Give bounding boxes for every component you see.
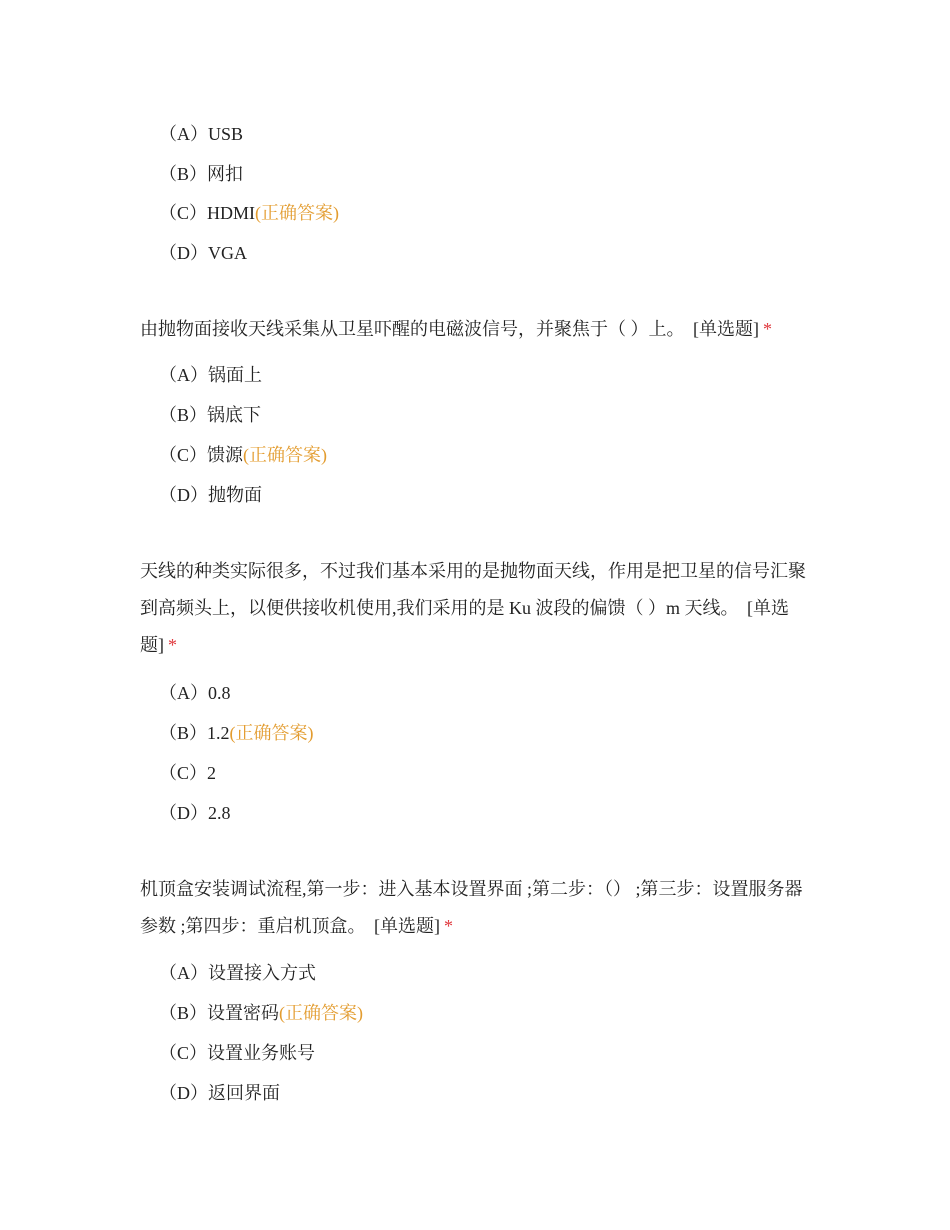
option-letter: （A） (159, 963, 208, 983)
option-letter: （D） (159, 243, 208, 263)
required-mark: * (168, 635, 177, 655)
option-q3-d (159, 802, 231, 824)
correct-answer-label: (正确答案) (243, 445, 328, 465)
correct-answer-label: (正确答案) (279, 1003, 364, 1023)
question-3-stem (140, 553, 815, 664)
option-text: 设置密码 (207, 1003, 280, 1023)
option-letter: （C） (159, 1043, 208, 1063)
required-mark: * (763, 319, 772, 339)
option-letter: （B） (159, 164, 208, 184)
option-text: 设置接入方式 (208, 963, 316, 983)
option-letter: （A） (159, 365, 208, 385)
option-letter: （A） (159, 124, 208, 144)
option-text: 网扣 (207, 164, 244, 184)
option-q3-b (159, 722, 314, 744)
question-text: 由抛物面接收天线采集从卫星吓醒的电磁波信号，并聚焦于（ ）上。 (140, 319, 685, 339)
option-text: 返回界面 (208, 1083, 280, 1103)
option-q3-c (159, 762, 216, 784)
correct-answer-label: (正确答案) (229, 723, 314, 743)
option-letter: （C） (159, 203, 208, 223)
option-text: 设置业务账号 (207, 1043, 316, 1063)
option-text: 2.8 (208, 803, 231, 823)
option-letter: （C） (159, 763, 208, 783)
question-type-tag: [单选题] (693, 319, 759, 339)
option-letter: （B） (159, 723, 208, 743)
question-type-tag: [单选题] (374, 916, 440, 936)
correct-answer-label: (正确答案) (255, 203, 340, 223)
question-text: 天线的种类实际很多，不过我们基本采用的是抛物面天线，作用是把卫星的信号汇聚到高频头上，以便供接收机使用,我们采用的是 Ku 波段的偏馈（ ）m 天线。 (140, 561, 806, 618)
option-letter: （C） (159, 445, 208, 465)
option-q1-d (159, 242, 247, 264)
option-text: 1.2 (207, 723, 230, 743)
option-text: 2 (207, 763, 217, 783)
option-letter: （D） (159, 485, 208, 505)
option-text: 锅底下 (207, 405, 262, 425)
option-letter: （D） (159, 1083, 208, 1103)
option-q3-a (159, 682, 231, 704)
option-letter: （B） (159, 1003, 208, 1023)
option-q1-a (159, 123, 243, 145)
option-q1-c (159, 202, 339, 224)
option-text: 馈源 (207, 445, 244, 465)
option-text: 抛物面 (208, 485, 262, 505)
option-q4-d (159, 1082, 280, 1104)
option-letter: （D） (159, 803, 208, 823)
option-q2-d (159, 484, 262, 506)
question-2-stem (140, 311, 815, 348)
option-text: HDMI (207, 203, 256, 223)
option-text: VGA (208, 243, 247, 263)
option-text: USB (208, 124, 244, 144)
option-q2-b (159, 404, 261, 426)
required-mark: * (444, 916, 453, 936)
option-letter: （A） (159, 683, 208, 703)
question-4-stem (140, 871, 815, 945)
question-text: 机顶盒安装调试流程,第一步：进入基本设置界面 ;第二步：（） ;第三步：设置服务器参数 ;第四步：重启机顶盒。 (140, 879, 803, 936)
option-q4-c (159, 1042, 315, 1064)
option-letter: （B） (159, 405, 208, 425)
option-text: 锅面上 (208, 365, 262, 385)
option-q1-b (159, 163, 243, 185)
option-q4-a (159, 962, 316, 984)
option-q2-c (159, 444, 327, 466)
option-q2-a (159, 364, 262, 386)
question-type-tag: [单选题] (140, 598, 789, 655)
option-text: 0.8 (208, 683, 231, 703)
option-q4-b (159, 1002, 363, 1024)
